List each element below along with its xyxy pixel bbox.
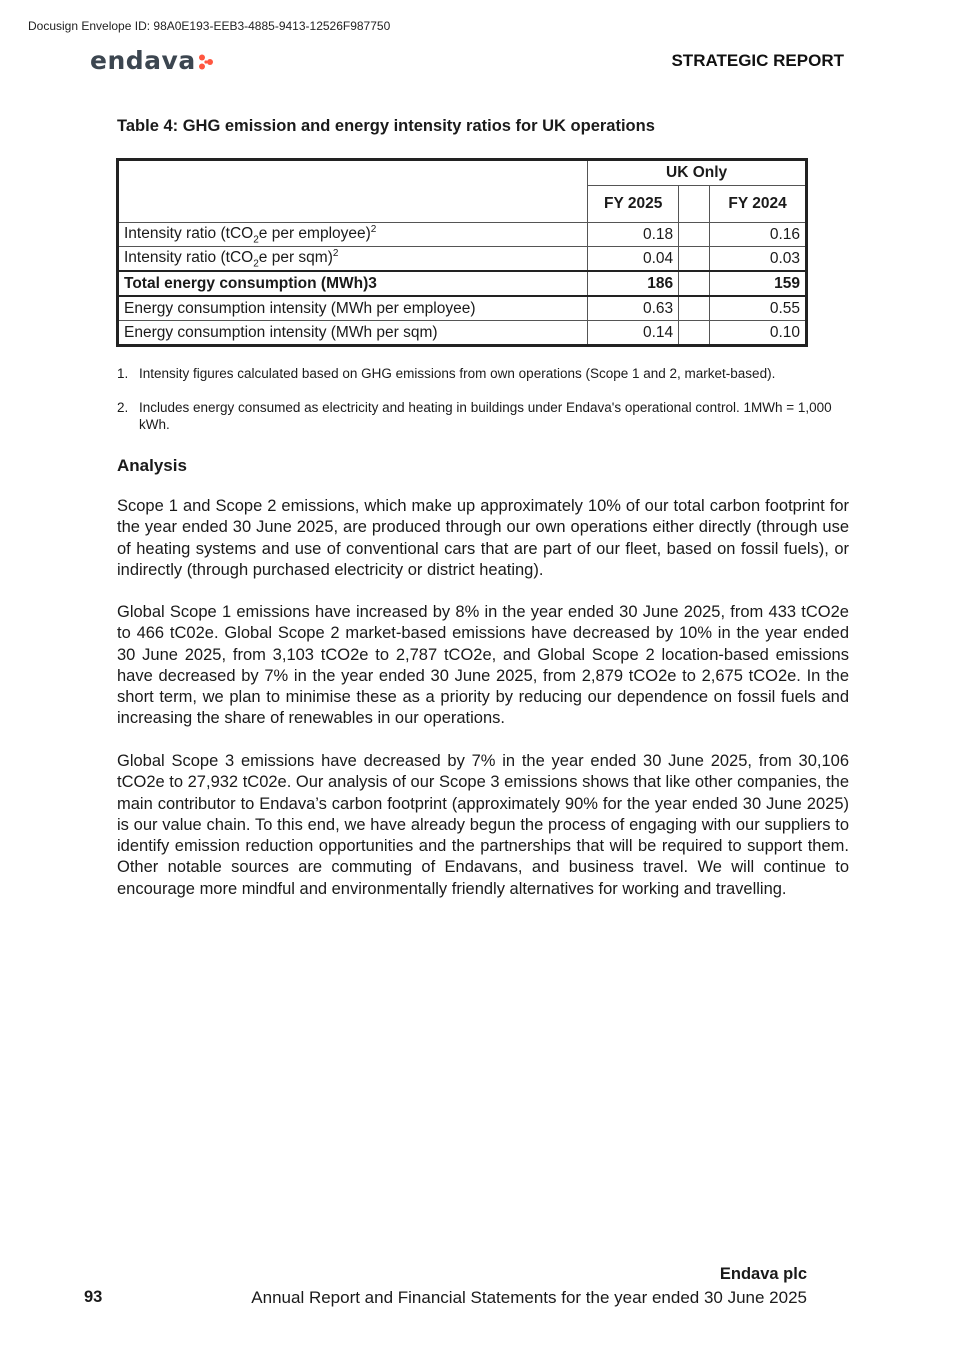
analysis-paragraph: Scope 1 and Scope 2 emissions, which make up approximately 10% of our total carbon footprint for the year ended 30 June 2025, are produced through our own operations either directly (through use of heating systems and use of conventional cars that are part of our fleet, based on fossil fuels), or indirectly (through purchased electricity or district heating). <box>117 497 849 579</box>
gap-cell <box>679 321 710 346</box>
table-row <box>118 321 807 346</box>
gap-cell <box>679 186 710 223</box>
table-footnotes <box>117 365 852 450</box>
footer-company-name: Endava plc <box>719 1265 807 1283</box>
row-label: Energy consumption intensity (MWh per employee) <box>118 296 588 321</box>
footnote-item <box>117 365 852 382</box>
row-label: Energy consumption intensity (MWh per sqm) <box>118 321 588 346</box>
footnote-item <box>117 399 852 433</box>
table-row <box>118 247 807 272</box>
table-header-row <box>118 160 807 186</box>
value-fy2025: 0.14 <box>588 321 679 346</box>
table-row <box>118 296 807 321</box>
value-fy2024: 0.10 <box>710 321 807 346</box>
endava-logo <box>90 46 214 75</box>
value-fy2024: 0.03 <box>710 247 807 272</box>
gap-cell <box>679 223 710 247</box>
footnote-text: Intensity figures calculated based on GHG emissions from own operations (Scope 1 and 2, market-based). <box>139 366 776 381</box>
group-header-uk-only: UK Only <box>588 160 807 186</box>
value-fy2025: 0.18 <box>588 223 679 247</box>
row-label: Intensity ratio (tCO$_2$e per employee)$^2$ <box>118 223 588 247</box>
col-header-fy2024: FY 2024 <box>710 186 807 223</box>
gap-cell <box>679 271 710 296</box>
footnote-text: Includes energy consumed as electricity and heating in buildings under Endava's operational control. 1MWh = 1,000 kWh. <box>139 400 832 432</box>
footnote-number: 1. <box>117 366 129 381</box>
col-header-fy2025: FY 2025 <box>588 186 679 223</box>
analysis-heading: Analysis <box>117 456 187 475</box>
docusign-envelope-id: Docusign Envelope ID: 98A0E193-EEB3-4885-9413-12526F987750 <box>28 19 391 33</box>
gap-cell <box>679 247 710 272</box>
table-row-total <box>118 271 807 296</box>
table-row <box>118 223 807 247</box>
gap-cell <box>679 296 710 321</box>
value-fy2025: 0.63 <box>588 296 679 321</box>
footer-report-title: Annual Report and Financial Statements for the year ended 30 June 2025 <box>251 1288 807 1307</box>
table-title: Table 4: GHG emission and energy intensity ratios for UK operations <box>117 117 655 135</box>
row-label: Intensity ratio (tCO$_2$e per sqm)$^2$ <box>118 247 588 272</box>
logo-wordmark: endava <box>90 46 196 75</box>
section-label: STRATEGIC REPORT <box>671 51 844 70</box>
value-fy2025: 0.04 <box>588 247 679 272</box>
value-fy2025: 186 <box>588 271 679 296</box>
ghg-intensity-table <box>116 158 808 347</box>
value-fy2024: 159 <box>710 271 807 296</box>
page-number: 93 <box>84 1288 103 1306</box>
analysis-paragraph: Global Scope 3 emissions have decreased by 7% in the year ended 30 June 2025, from 30,106 tCO2e to 27,932 tC02e. Our analysis of our Scope 3 emissions shows that like other companies, the main contributor to Endava’s carbon footprint (approximately 90% for the year ended 30 June 2025) is our value chain. To this end, we have already begun the process of engaging with our suppliers to identify emission reduction opportunities and the partnerships that will be required to support them. Other notable sources are commuting of Endavans, and business travel. We will continue to encourage more mindful and environmentally friendly alternatives for working and travelling. <box>117 752 849 898</box>
value-fy2024: 0.16 <box>710 223 807 247</box>
row-label: Total energy consumption (MWh)3 <box>118 271 588 296</box>
footnote-number: 2. <box>117 400 129 415</box>
value-fy2024: 0.55 <box>710 296 807 321</box>
logo-dots-icon <box>198 54 214 70</box>
analysis-paragraph: Global Scope 1 emissions have increased by 8% in the year ended 30 June 2025, from 433 tCO2e to 466 tC02e. Global Scope 2 market-based emissions have decreased by 10% in the year ended 30 June 2025, from 3,103 tCO2e to 2,787 tCO2e, and Global Scope 2 location-based emissions have decreased by 7% in the year ended 30 June 2025, from 2,879 tCO2e to 2,675 tCO2e. In the short term, we plan to minimise these as a priority by reducing our dependence on fossil fuels and increasing the share of renewables in our operations. <box>117 603 849 728</box>
header-empty-cell <box>118 160 588 223</box>
